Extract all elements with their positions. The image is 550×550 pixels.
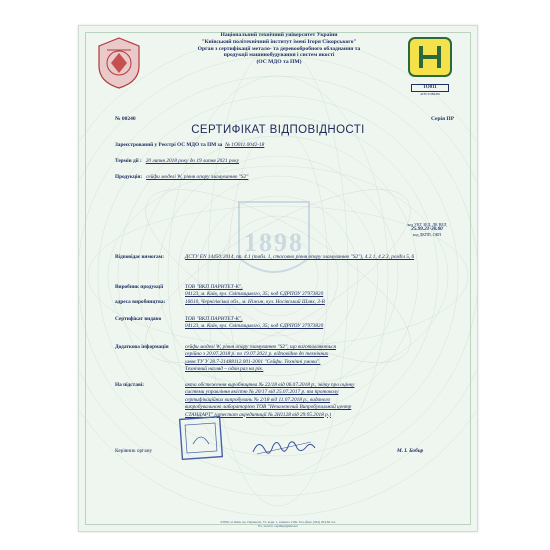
extra-info-block [115, 344, 455, 374]
term-value: 20 липня 2018 року до 19 липня 2021 року [145, 158, 240, 164]
conforms-row [115, 254, 445, 261]
registered-label: Зареєстрований у Реєстрі ОС МДО та ПМ за [115, 142, 223, 148]
address-label: адреса виробництва: [115, 298, 166, 305]
kpi-emblem-icon [95, 36, 143, 90]
issuer-header [169, 32, 389, 66]
extra-line: сейфи моделі W, рівня опору зламуванню "S2", що виготовляються [185, 344, 336, 350]
badge-code: 1О011 [411, 84, 449, 92]
dk-line: код ДКПП, ОКП [412, 232, 442, 237]
maker-block [115, 284, 455, 306]
address-value: 16610, Чернігівська обл., м. Ніжин, вул. Носівський Шлях, 3-В [185, 298, 325, 305]
dk-code: 25.99.21-30.00 [411, 226, 443, 232]
basis-line: системи управління якістю № 20/17 від 25.07.2017 р. та протоколу [185, 389, 339, 396]
official-stamp-icon [179, 416, 223, 460]
basis-line: СТАНДАРТ" (атестат акредитації № 2Н1128 від 29.05.2018 р.) [185, 411, 331, 418]
certificate-sheet [78, 25, 478, 532]
extra-line: Технічний нагляд – один раз на рік. [185, 366, 264, 373]
conforms-label: Відповідає вимогам: [115, 254, 165, 260]
head-label: Керівник органу [115, 448, 153, 454]
sheet-footer [79, 520, 477, 528]
certificate-number: № 00240 [115, 116, 136, 122]
issuer-line: Орган з сертифікації метало- та деревообробного обладнання та [197, 45, 361, 52]
basis-label: На підставі: [115, 382, 145, 388]
watermark-emblem [209, 198, 339, 286]
basis-line: випробувальною лабораторією ТОВ "Незалежний Випробувальний центр [185, 404, 352, 411]
term-row [115, 158, 239, 165]
product-value: сейфи моделі W, рівня опору зламуванню "S2" [146, 174, 249, 180]
accreditation-badge [405, 36, 455, 96]
issued-address: 04123, м. Київ, вул. Світлицького, 35; код ЄДРПОУ 37973820 [185, 323, 324, 330]
extra-line: серійно з 20.07.2018 р. по 19.07.2021 р. відповідно до технічних [185, 351, 329, 358]
issued-name: ТОВ "ВКП ПАРИТЕТ-К", [185, 316, 243, 322]
footer-line: Ел. пошта: ospmkpi@ukr.net [258, 524, 298, 529]
badge-text: АТЕСТОВАНО [420, 92, 440, 96]
product-row [115, 174, 248, 181]
extra-line: умов ТУ У 28.7-21488112.001-2001 "Сейфи. Технічні умови". [185, 358, 321, 365]
maker-label: Виробник продукції [115, 284, 164, 290]
accreditation-logo-icon [405, 36, 455, 78]
issued-block [115, 316, 455, 331]
watermark-year: 1898 [244, 228, 304, 257]
certificate-title: СЕРТИФІКАТ ВІДПОВІДНОСТІ [191, 124, 365, 136]
certificate-series: Серія ПР [431, 116, 455, 122]
maker-address: 04123, м. Київ, вул. Світлицького, 35; код ЄДРПОУ 37973820 [185, 291, 324, 298]
product-label: Продукція: [115, 174, 143, 180]
conforms-value: ДСТУ EN 14450:2014, пп. 4.1 (табл. 1, стосовно рівня опору зламуванню "S2"), 4.2.1, 4.2.3, розділ 5, 6 [185, 254, 415, 260]
dk-line: код УКТ ЗЕД, ДК ВЕД [407, 222, 447, 227]
issuer-line: продукції машинобудування і систем якості [223, 52, 335, 59]
basis-block [115, 382, 455, 419]
maker-name: ТОВ "ВКП ПАРИТЕТ-К", [185, 284, 243, 290]
term-label: Термін дії : [115, 158, 142, 164]
basis-line: акта обстеження виробництва № 22/18 від 06.07.2018 р., звіту про оцінку [185, 382, 355, 388]
signature-icon [249, 434, 319, 460]
issuer-line: "Київський політехнічний інститут імені Ігоря Сікорського" [201, 38, 357, 45]
dk-code-block [397, 222, 457, 237]
issuer-line: Національний технічний університет України [220, 32, 338, 38]
issued-label: Сертифікат видано [115, 316, 162, 322]
extra-label: Додаткова інформація [115, 344, 169, 350]
footer-line: 03056, м. Київ, пр. Перемоги, 37, корп. 1, кімната 218а. Тел./факс (044) 204-82-54. [220, 520, 336, 524]
registered-value: № 1О011.0042-18 [224, 142, 265, 148]
basis-line: сертифікаційних випробувань № 2/18 від 11.07.2018 р., виданого [185, 396, 331, 403]
issuer-line: (ОС МДО та ПМ) [256, 59, 302, 66]
registered-row [115, 142, 264, 149]
head-name: М. І. Бобир [397, 448, 424, 454]
